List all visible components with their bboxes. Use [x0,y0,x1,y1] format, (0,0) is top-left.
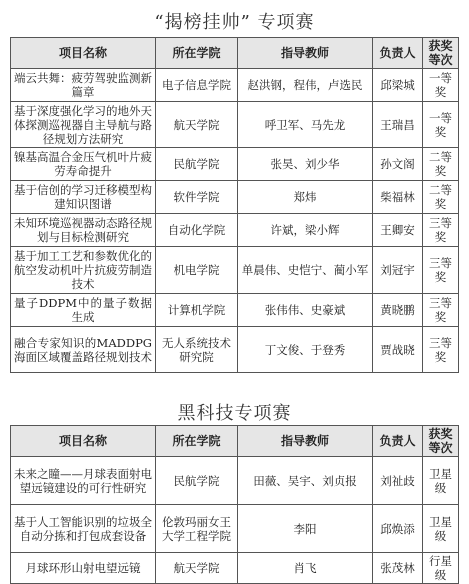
award: 二等奖 [423,181,459,214]
award: 卫星级 [423,505,459,553]
college: 电子信息学院 [156,69,238,102]
table-header-row [11,426,459,457]
table-row [11,247,459,294]
college: 自动化学院 [156,214,238,247]
project-name: 未来之瞳——月球表面射电望远镜建设的可行性研究 [11,457,156,505]
table-row [11,553,459,584]
college: 航天学院 [156,102,238,148]
project-name: 月球环形山射电望远镜 [11,553,156,584]
header-leader: 负责人 [373,426,423,457]
leader: 贾战晓 [373,327,423,373]
section-title-heikeji: 黑科技专项赛 [177,403,292,424]
award: 三等奖 [423,294,459,327]
award: 一等奖 [423,69,459,102]
table-row [11,505,459,553]
table-row [11,294,459,327]
award: 三等奖 [423,214,459,247]
project-name: 未知环境巡视器动态路径规划与目标检测研究 [11,214,156,247]
header-advisors: 指导教师 [238,38,373,69]
table-row [11,214,459,247]
awards-table-jiebang [10,37,459,373]
advisors: 郑炜 [238,181,373,214]
college: 民航学院 [156,457,238,505]
award: 三等奖 [423,327,459,373]
awards-table-heikeji [10,425,459,584]
award: 一等奖 [423,102,459,148]
table-row [11,102,459,148]
advisors: 丁文俊、于登秀 [238,327,373,373]
college: 伦敦玛丽女王大学工程学院 [156,505,238,553]
leader: 邱焕添 [373,505,423,553]
table-row [11,327,459,373]
leader: 张茂林 [373,553,423,584]
project-name: 量子DDPM中的量子数据生成 [11,294,156,327]
project-name: 基于信创的学习迁移模型构建知识图谱 [11,181,156,214]
table-row [11,181,459,214]
header-college: 所在学院 [156,38,238,69]
project-name: 融合专家知识的MADDPG海面区域覆盖路径规划技术 [11,327,156,373]
award: 三等奖 [423,247,459,294]
advisors: 张伟伟、史豪斌 [238,294,373,327]
leader: 邱梁城 [373,69,423,102]
leader: 孙文阁 [373,148,423,181]
advisors: 肖飞 [238,553,373,584]
table-row [11,457,459,505]
college: 航天学院 [156,553,238,584]
table-row [11,69,459,102]
college: 无人系统技术研究院 [156,327,238,373]
header-project-name: 项目名称 [11,38,156,69]
project-name: 基于加工工艺和参数优化的航空发动机叶片抗疲劳制造技术 [11,247,156,294]
advisors: 赵洪钢，程伟，卢选民 [238,69,373,102]
award: 二等奖 [423,148,459,181]
college: 计算机学院 [156,294,238,327]
project-name: 基于人工智能识别的垃圾全自动分拣和打包成套设备 [11,505,156,553]
project-name: 端云共舞：疲劳驾驶监测新篇章 [11,69,156,102]
header-award: 获奖等次 [423,426,459,457]
project-name: 镍基高温合金压气机叶片疲劳寿命提升 [11,148,156,181]
advisors: 张昊、刘少华 [238,148,373,181]
project-name: 基于深度强化学习的地外天体探测巡视器自主导航与路径规划方法研究 [11,102,156,148]
table-row [11,148,459,181]
table-header-row [11,38,459,69]
leader: 黄晓鹏 [373,294,423,327]
leader: 刘冠宇 [373,247,423,294]
award: 卫星级 [423,457,459,505]
leader: 刘祉歧 [373,457,423,505]
advisors: 呼卫军、马先龙 [238,102,373,148]
leader: 柴福林 [373,181,423,214]
college: 机电学院 [156,247,238,294]
header-project-name: 项目名称 [11,426,156,457]
advisors: 李阳 [238,505,373,553]
award: 行星级 [423,553,459,584]
college: 民航学院 [156,148,238,181]
section-title-jiebang: “揭榜挂帅” 专项赛 [154,12,315,33]
advisors: 田薇、吴宇、刘贞报 [238,457,373,505]
header-award: 获奖等次 [423,38,459,69]
leader: 王瑞昌 [373,102,423,148]
advisors: 单晨伟、史恺宁、蔺小军 [238,247,373,294]
header-advisors: 指导教师 [238,426,373,457]
college: 软件学院 [156,181,238,214]
leader: 王卿安 [373,214,423,247]
header-leader: 负责人 [373,38,423,69]
header-college: 所在学院 [156,426,238,457]
advisors: 许斌，梁小辉 [238,214,373,247]
